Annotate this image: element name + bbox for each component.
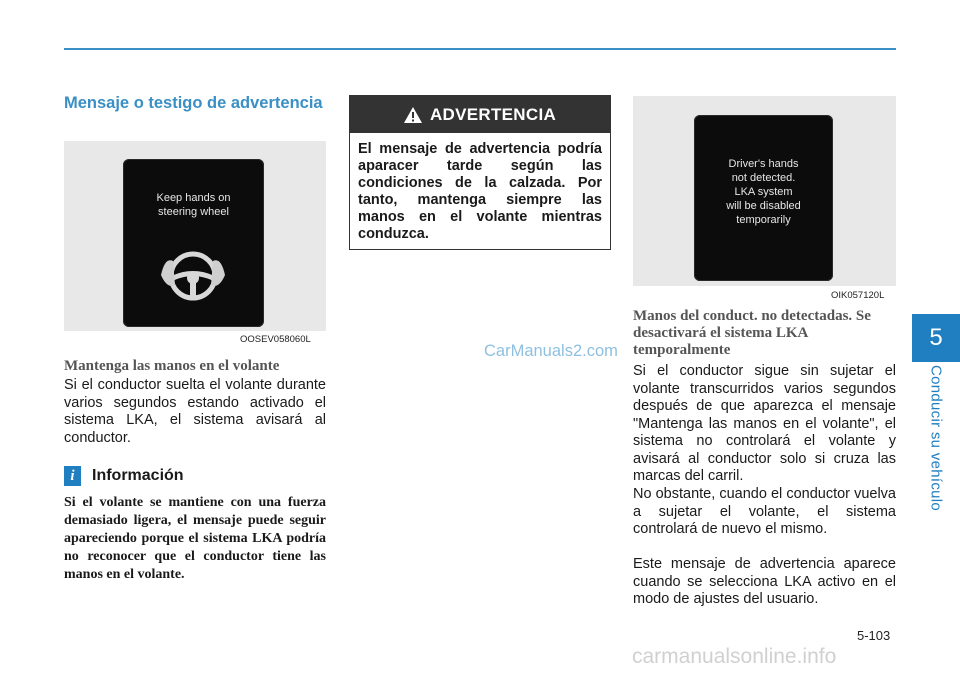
chapter-title: Conducir su vehículo xyxy=(927,364,945,512)
body-paragraph: Si el conductor suelta el volante durante varios segundos estando activado el sistema LKA, el sistema avisará al conductor. xyxy=(64,377,326,446)
top-rule xyxy=(64,48,896,50)
figure-keep-hands xyxy=(64,141,326,331)
body-paragraph: No obstante, cuando el conductor vuelva a sujetar el volante, el sistema controlará de nuevo el mismo. xyxy=(633,486,896,537)
body-paragraph: Este mensaje de advertencia aparece cuando se selecciona LKA activo en el modo de ajustes del usuario. xyxy=(633,556,896,607)
figure-caption: OIK057120L xyxy=(831,290,885,301)
subheading: Mantenga las manos en el volante xyxy=(64,358,280,374)
subheading: Manos del conduct. no detectadas. Se desactivará el sistema LKA temporalmente xyxy=(633,308,871,358)
chapter-tab: 5 xyxy=(912,314,960,362)
info-heading xyxy=(64,466,184,486)
figure-hands-not-detected xyxy=(633,96,896,286)
watermark: CarManuals2.com xyxy=(484,342,618,360)
warning-text: El mensaje de advertencia podría aparacer tarde según las condiciones de la calzada. Por tanto, mantenga siempre las manos en el volante mientras conduzca. xyxy=(358,141,602,242)
display-message: Driver's hands not detected. LKA system will be disabled temporarily xyxy=(726,158,801,226)
warning-triangle-icon xyxy=(404,107,422,123)
cluster-display xyxy=(123,159,264,327)
footer-watermark: carmanualsonline.info xyxy=(632,645,837,668)
display-message: Keep hands on steering wheel xyxy=(156,192,231,218)
info-text: Si el volante se mantiene con una fuerza demasiado ligera, el mensaje puede seguir apareciendo porque el sistema LKA podría no reconocer que el conductor tiene las manos en el volante. xyxy=(64,495,326,582)
section-heading: Mensaje o testigo de advertencia xyxy=(64,94,323,112)
chapter-label xyxy=(916,364,956,512)
page-number: 5-103 xyxy=(857,628,891,643)
body-paragraph: Si el conductor sigue sin sujetar el volante transcurridos varios segundos después de que aparezca el mensaje "Mantenga las manos en el volante", el sistema no controlará el volante y avisará al conductor solo si cruza las marcas del carril. xyxy=(633,363,896,484)
warning-header xyxy=(350,96,610,133)
steering-wheel-hands-icon xyxy=(159,245,227,307)
cluster-display xyxy=(694,115,833,281)
warning-box xyxy=(349,95,611,250)
warning-title: ADVERTENCIA xyxy=(429,104,557,124)
info-icon: i xyxy=(64,466,81,486)
figure-caption: OOSEV058060L xyxy=(240,334,311,345)
info-title: Información xyxy=(92,467,184,484)
